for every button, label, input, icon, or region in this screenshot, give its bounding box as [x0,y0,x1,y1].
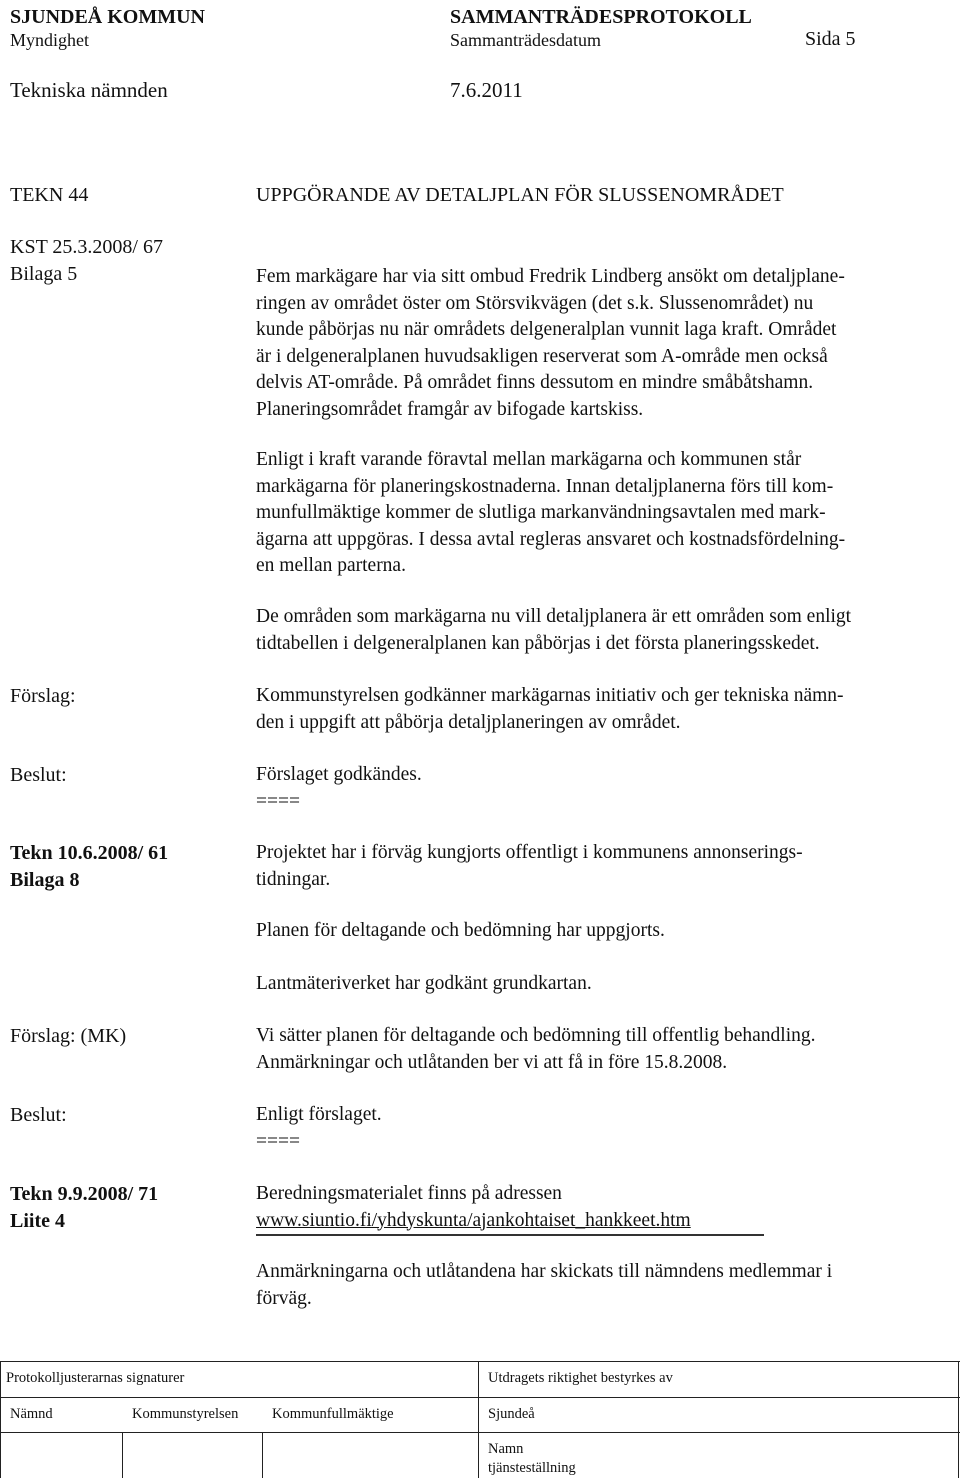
section3-paragraph-2 [256,1259,956,1312]
attachment-line: Liite 4 [10,1209,65,1232]
org-name: SJUNDEÅ KOMMUN [10,6,205,28]
authority-label: Myndighet [10,30,89,50]
text-line: Kommunstyrelsen godkänner markägarnas initiativ och ger tekniska nämn- [256,685,844,706]
text-line: tidtabellen i delgeneralplanen kan påbörjas i det första planeringsskedet. [256,632,820,654]
decision-label: Beslut: [10,764,67,786]
text-line: kunde påbörjas nu när områdets delgeneralplan vunnit laga kraft. Området [256,319,837,340]
text-line: Anmärkningar och utlåtanden ber vi att få in före 15.8.2008. [256,1051,728,1073]
proposal-text [256,683,956,736]
link-underline [256,1234,764,1236]
paragraph-2 [256,447,956,580]
text-line: munfullmäktige kommer de slutliga markanvändningsavtalen med mark- [256,502,826,523]
separator: ==== [256,790,300,812]
section2-paragraph-1 [256,840,956,893]
section2-proposal-text [256,1023,956,1076]
separator: ==== [256,1130,300,1152]
text-line: den i uppgift att påbörja detaljplaneringen av området. [256,711,681,733]
footer-divider [478,1361,479,1478]
attachment-line: Bilaga 8 [10,868,80,891]
section-title: UPPGÖRANDE AV DETALJPLAN FÖR SLUSSENOMRÅDET [256,184,784,206]
text-line: ringen av området öster om Störsvikvägen (det s.k. Slussenområdet) nu [256,292,814,314]
footer-col-divider-1 [122,1432,123,1478]
materials-link[interactable]: www.siuntio.fi/yhdyskunta/ajankohtaiset_hankkeet.htm [256,1209,691,1231]
text-line: en mellan parterna. [256,555,406,576]
proposal-label: Förslag: [10,685,76,707]
section2-paragraph-3: Lantmäteriverket har godkänt grundkartan. [256,973,592,994]
text-line: tidningar. [256,868,331,890]
section2-ref [10,840,168,893]
signatures-title: Protokolljusterarnas signaturer [6,1370,185,1386]
text-line: Planeringsområdet framgår av bifogade kartskiss. [256,398,644,420]
footer-row-border [0,1432,960,1433]
authority-name: Tekniska nämnden [10,78,168,102]
meeting-date: 7.6.2011 [450,78,523,102]
section3-paragraph-1 [256,1181,956,1234]
section3-ref [10,1181,158,1234]
page-number: Sida 5 [805,28,856,50]
text-line: delvis AT-område. På området finns dessutom en mindre småbåtshamn. [256,372,814,393]
section2-decision-label: Beslut: [10,1104,67,1126]
text-line: är i delgeneralplanen huvudsakligen reserverat som A-område men också [256,345,828,367]
doc-type: SAMMANTRÄDESPROTOKOLL [450,6,752,28]
text-line: De områden som markägarna nu vill detaljplanera är ett områden som enligt [256,606,852,627]
footer-col-kommunfullmaktige: Kommunfullmäktige [272,1406,394,1422]
footer-left-border [0,1361,1,1478]
section2-proposal-label: Förslag: (MK) [10,1025,127,1047]
decision-text [256,762,956,815]
section-attachment: Bilaga 5 [10,263,78,285]
footer-col-namnd: Nämnd [10,1406,53,1422]
ref-line: Tekn 10.6.2008/ 61 [10,842,169,864]
text-line: Projektet har i förväg kungjorts offentligt i kommunens annonserings- [256,842,803,863]
text-line: ägarna att uppgöras. I dessa avtal regleras ansvaret och kostnadsfördelning- [256,528,846,550]
footer-col-kommunstyrelsen: Kommunstyrelsen [132,1406,239,1422]
footer-name-label: Namn [488,1441,524,1457]
date-label: Sammanträdesdatum [450,30,601,50]
text-line: Anmärkningarna och utlåtandena har skickats till nämndens medlemmar i [256,1261,833,1282]
text-line: Beredningsmaterialet finns på adressen [256,1183,562,1204]
footer-top-border [0,1361,960,1362]
text-line: Enligt förslaget. [256,1104,382,1125]
section2-paragraph-2: Planen för deltagande och bedömning har uppgjorts. [256,920,665,941]
text-line: Enligt i kraft varande föravtal mellan markägarna och kommunen står [256,449,802,470]
certification-title: Utdragets riktighet bestyrkes av [488,1370,673,1386]
footer-right-border [958,1361,959,1478]
text-line: förväg. [256,1287,312,1309]
text-line: markägarna för planeringskostnaderna. Innan detaljplanerna förs till kom- [256,475,834,497]
text-line: Vi sätter planen för deltagande och bedömning till offentlig behandling. [256,1025,816,1046]
footer-col-divider-2 [262,1432,263,1478]
text-line: Förslaget godkändes. [256,764,422,785]
text-line: Fem markägare har via sitt ombud Fredrik Lindberg ansökt om detaljplane- [256,266,845,287]
paragraph-1 [256,264,956,423]
ref-line: Tekn 9.9.2008/ 71 [10,1183,159,1205]
section-ref: KST 25.3.2008/ 67 [10,236,163,258]
footer-position-label: tjänsteställning [488,1460,576,1476]
section2-decision-text [256,1102,956,1155]
footer-col-sjundea: Sjundeå [488,1406,535,1422]
footer-mid-border [0,1397,960,1398]
section-code: TEKN 44 [10,184,89,206]
paragraph-3 [256,604,956,657]
